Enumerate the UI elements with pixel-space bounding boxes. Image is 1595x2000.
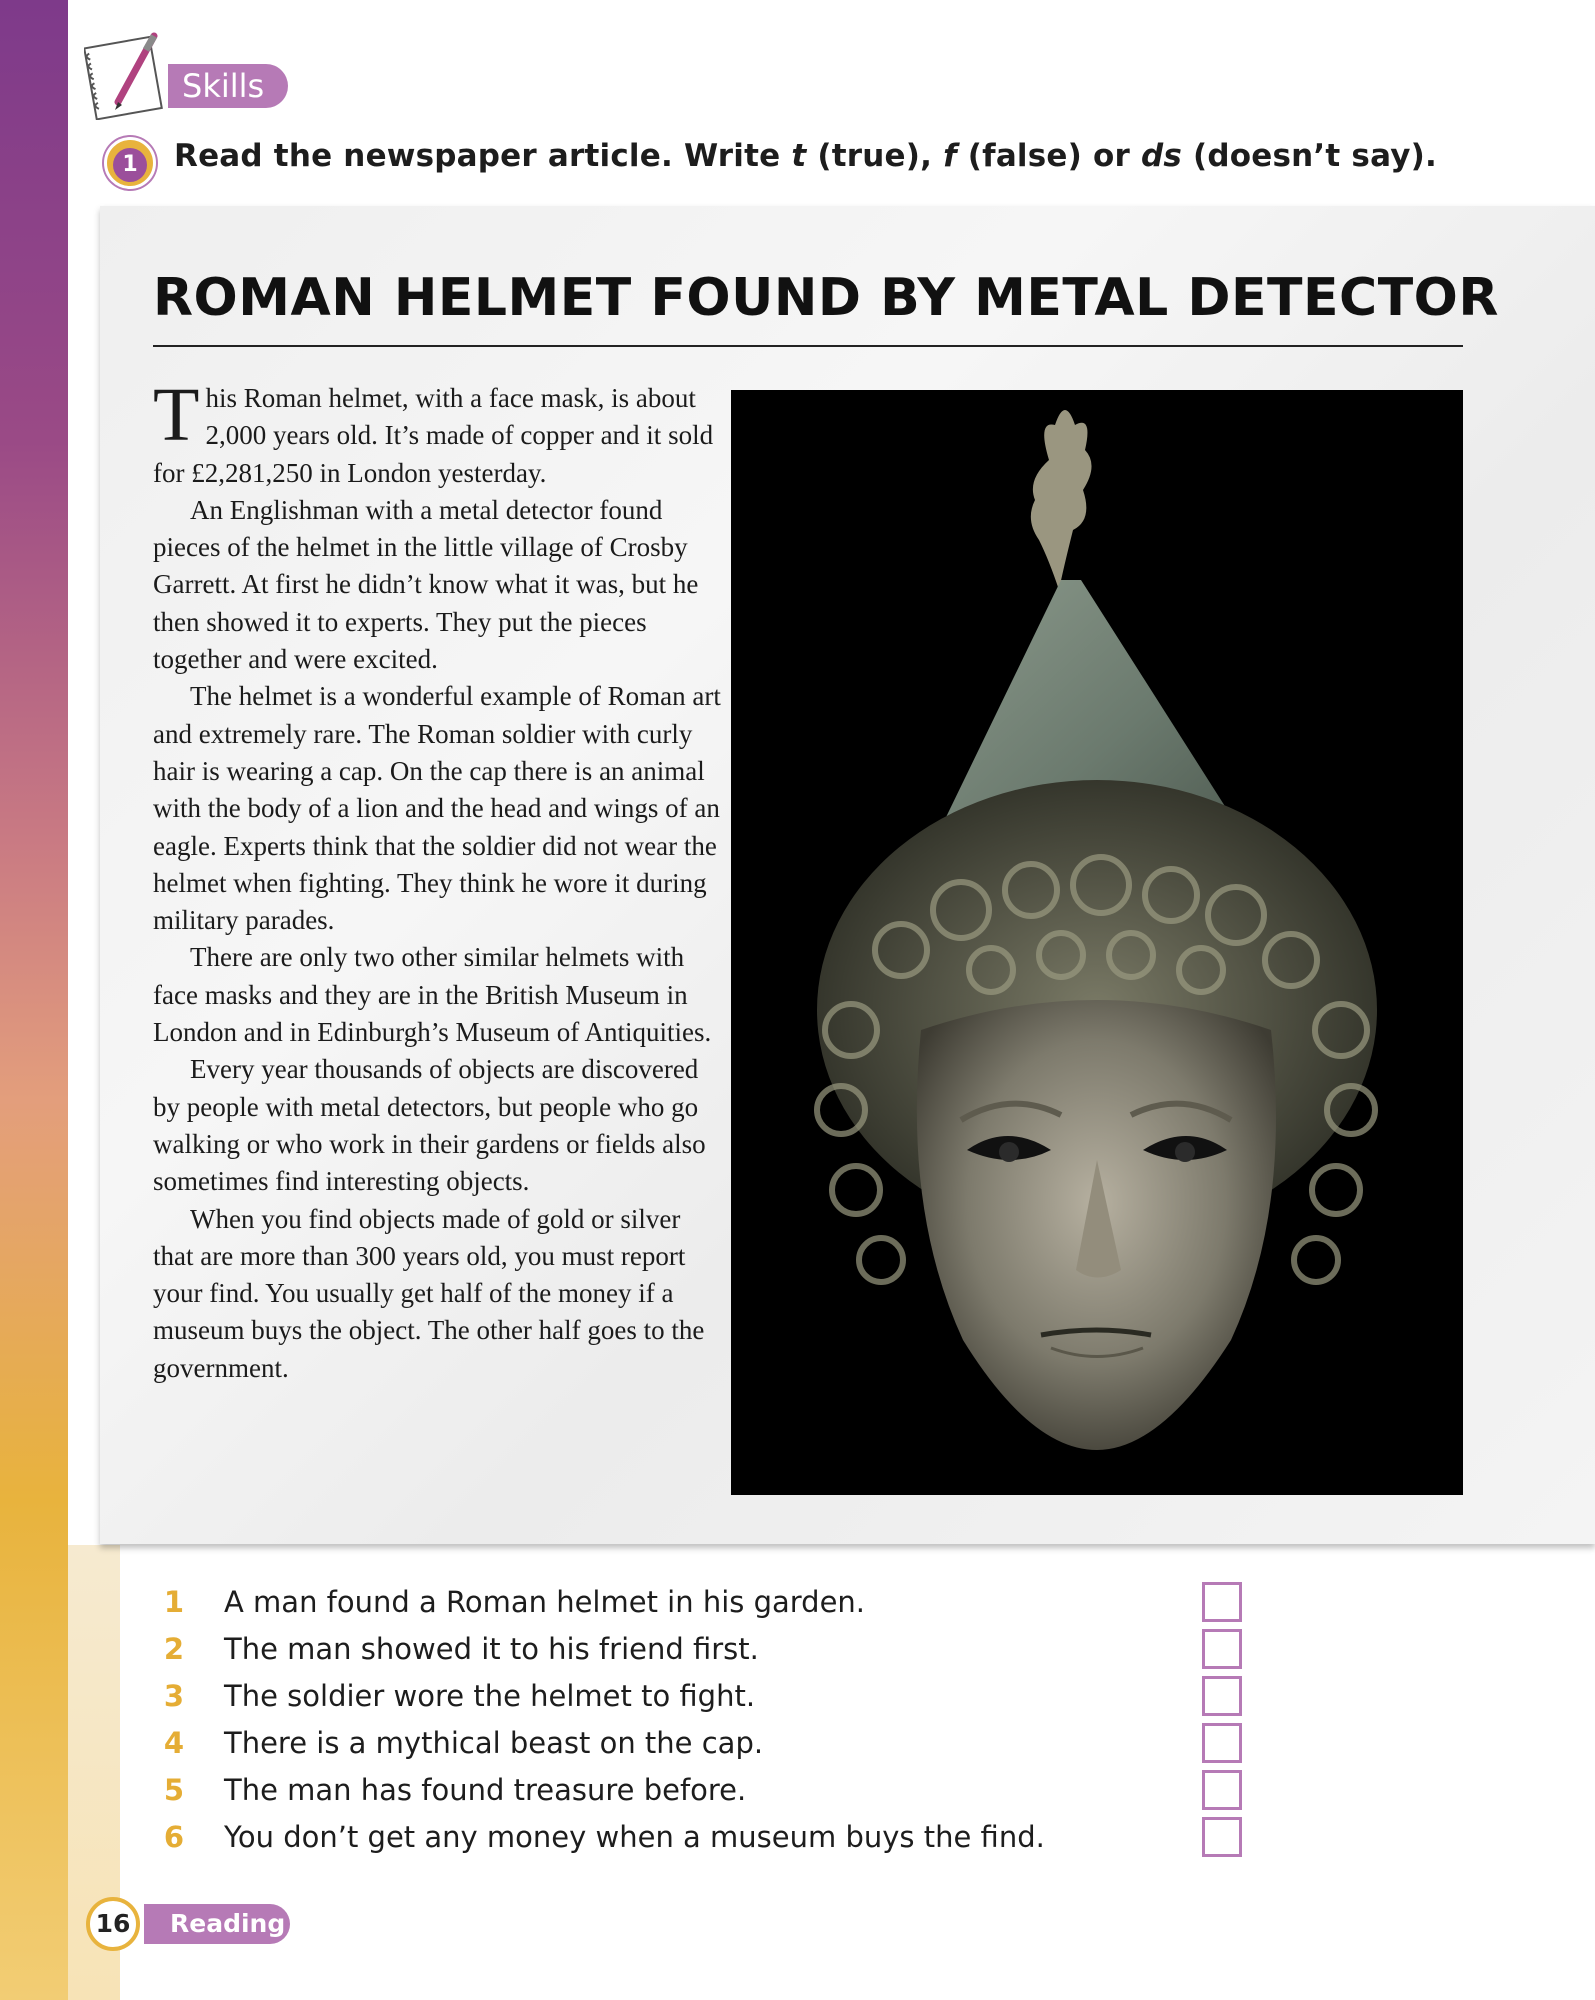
article-paragraph: When you find objects made of gold or silver that are more than 300 years old, you must report your find. You usually get half of the money if a museum buys the object. The other half goes to the government.	[153, 1203, 705, 1383]
exercise-number: 1	[113, 148, 147, 182]
side-color-stripe	[0, 0, 68, 2000]
question-number: 3	[163, 1679, 185, 1713]
question-number: 6	[163, 1820, 185, 1854]
answer-box[interactable]	[1202, 1629, 1242, 1669]
question-number: 2	[163, 1632, 185, 1666]
article-paragraph: An Englishman with a metal detector found pieces of the helmet in the little village of Crosby Garrett. At first he didn’t know what it was, but he then showed it to experts. They put the pieces together and were excited.	[153, 494, 699, 675]
notebook-pen-icon	[84, 28, 180, 120]
skills-tab: Skills	[168, 64, 288, 108]
question-text: The man has found treasure before.	[224, 1773, 747, 1807]
question-row	[160, 1676, 1160, 1723]
article-paragraph: The helmet is a wonderful example of Roman art and extremely rare. The Roman soldier with curly hair is wearing a cap. On the cap there is an animal with the body of a lion and the head and wings of an eagle. Experts think that the soldier did not wear the helmet when fighting. They think he wore it during military parades.	[153, 681, 721, 936]
question-text: There is a mythical beast on the cap.	[224, 1726, 764, 1760]
article-paragraph: Every year thousands of objects are discovered by people with metal detectors, but people who go walking or who work in their gardens or fields also sometimes find interesting objects.	[153, 1054, 706, 1197]
question-text: The soldier wore the helmet to fight.	[224, 1679, 756, 1713]
answer-box[interactable]	[1202, 1817, 1242, 1857]
drop-cap: T	[153, 373, 200, 457]
question-row	[160, 1582, 1160, 1629]
roman-helmet-photo	[731, 390, 1463, 1495]
question-number: 4	[163, 1726, 185, 1760]
answer-box[interactable]	[1202, 1582, 1242, 1622]
article-headline: ROMAN HELMET FOUND BY METAL DETECTOR	[153, 268, 1499, 328]
article-body	[153, 373, 723, 1387]
question-number: 1	[163, 1585, 185, 1619]
answer-box[interactable]	[1202, 1676, 1242, 1716]
question-row	[160, 1723, 1160, 1770]
answer-box[interactable]	[1202, 1723, 1242, 1763]
article-paragraph: This Roman helmet, with a face mask, is about 2,000 years old. It’s made of copper and it sold for £2,281,250 in London yesterday.	[153, 373, 714, 488]
headline-divider	[153, 345, 1463, 347]
question-number: 5	[163, 1773, 185, 1807]
article-paragraph: There are only two other similar helmets with face masks and they are in the British Museum in London and in Edinburgh’s Museum of Antiquities.	[153, 942, 712, 1048]
question-text: The man showed it to his friend first.	[224, 1632, 759, 1666]
roman-helmet-illustration	[731, 390, 1463, 1495]
answer-box[interactable]	[1202, 1770, 1242, 1810]
question-row	[160, 1817, 1160, 1864]
page-number: 16	[86, 1897, 140, 1951]
exercise-number-badge	[104, 137, 156, 189]
question-text: You don’t get any money when a museum buys the find.	[224, 1820, 1045, 1854]
question-row	[160, 1629, 1160, 1676]
section-tab: Reading	[144, 1904, 290, 1944]
question-list	[160, 1582, 1160, 1864]
instruction: Read the newspaper article. Write t (true), f (false) or ds (doesn’t say).	[174, 138, 1437, 174]
question-row	[160, 1770, 1160, 1817]
question-text: A man found a Roman helmet in his garden.	[224, 1585, 866, 1619]
